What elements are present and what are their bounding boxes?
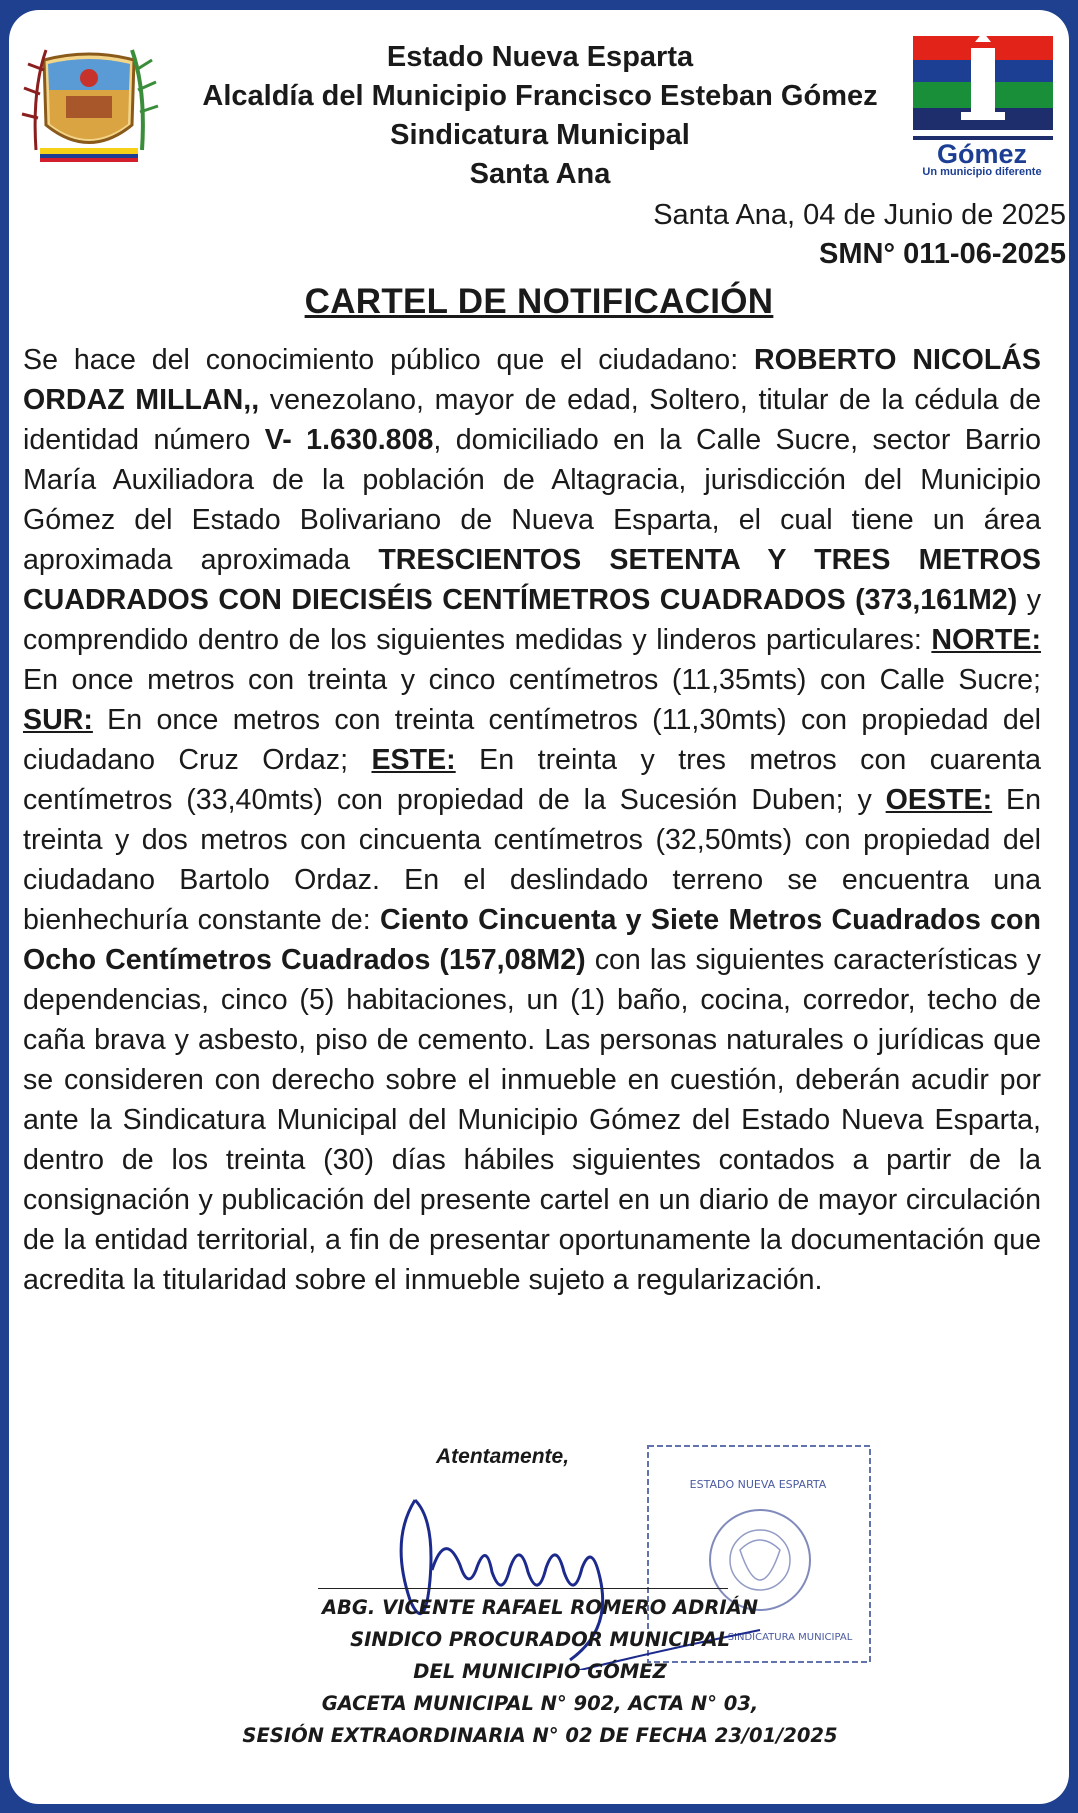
stamp-line-2: SINDICATURA MUNICIPAL bbox=[727, 1632, 853, 1643]
building-area: Ciento Cincuenta y Siete Metros Cuadrados con Ocho Centímetros Cuadrados (157,08M2) bbox=[23, 904, 1041, 976]
body-text-2: venezolano, mayor de edad, Soltero, titular de la cédula de identidad número bbox=[23, 384, 1042, 456]
north-label: NORTE: bbox=[931, 624, 1041, 656]
coat-of-arms-icon bbox=[14, 30, 164, 180]
signature-area bbox=[0, 1400, 1078, 1780]
closing-salutation: Atentamente, bbox=[436, 1445, 570, 1468]
south-boundary: En once metros con treinta centímetros (11,30mts) con propiedad del ciudadano Cruz Ordaz; bbox=[23, 704, 1041, 776]
body-text-3: , domiciliado en la Calle Sucre, sector Barrio María Auxiliadora de la población de Altagracia, jurisdicción del Municipio Gómez del Estado Bolivariano de Nueva Esparta, el cual tiene un área aproximada aproximada bbox=[23, 424, 1042, 576]
reference-number: SMN° 011-06-2025 bbox=[819, 238, 1066, 270]
stamp-line-1: ESTADO NUEVA ESPARTA bbox=[689, 1478, 827, 1491]
citizen-name: ROBERTO NICOLÁS ORDAZ MILLAN,, bbox=[23, 344, 1042, 416]
east-label: ESTE: bbox=[371, 744, 456, 776]
west-boundary: En treinta y dos metros con cincuenta centímetros (32,50mts) con propiedad del ciudadano Bartolo Ordaz. En el deslindado terreno se encuentra una bienhechuría constante de: bbox=[23, 784, 1041, 936]
gomez-logo-tagline: Un municipio diferente bbox=[922, 166, 1042, 178]
signatory-gazette: GACETA MUNICIPAL N° 902, ACTA N° 03, bbox=[321, 1692, 759, 1715]
header-state: Estado Nueva Esparta bbox=[386, 41, 694, 73]
header-office: Sindicatura Municipal bbox=[390, 119, 690, 151]
east-boundary: En treinta y tres metros con cuarenta centímetros (33,40mts) con propiedad de la Sucesión Duben; y bbox=[23, 744, 1041, 816]
signatory-municipality: DEL MUNICIPIO GÓMEZ bbox=[413, 1660, 667, 1683]
signatory-session: SESIÓN EXTRAORDINARIA N° 02 DE FECHA 23/01/2025 bbox=[242, 1724, 838, 1747]
west-label: OESTE: bbox=[885, 784, 993, 816]
header-city: Santa Ana bbox=[469, 158, 611, 190]
body-text-5: con las siguientes características y dependencias, cinco (5) habitaciones, un (1) baño, cocina, corredor, techo de caña brava y asbesto, piso de cemento. Las personas naturales o jurídicas que se consideren con derecho sobre el inmueble en cuestión, deberán acudir por ante la Sindicatura Municipal del Municipio Gómez del Estado Nueva Esparta, dentro de los treinta (30) días hábiles siguientes contados a partir de la consignación y publicación del presente cartel en un diario de mayor circulación de la entidad territorial, a fin de presentar oportunamente la documentación que acredita la titularidad sobre el inmueble sujeto a regularización. bbox=[23, 944, 1041, 1296]
document-header bbox=[150, 38, 930, 194]
body-text-4: y comprendido dentro de los siguientes medidas y linderos particulares: bbox=[23, 584, 1041, 656]
south-label: SUR: bbox=[23, 704, 93, 736]
gomez-logo-name: Gómez bbox=[936, 139, 1028, 169]
header-mayoralty: Alcaldía del Municipio Francisco Esteban Gómez bbox=[202, 80, 878, 112]
signatory-name: ABG. VICENTE RAFAEL ROMERO ADRIÁN bbox=[321, 1596, 759, 1619]
signatory-block bbox=[150, 1592, 930, 1752]
date-line: Santa Ana, 04 de Junio de 2025 bbox=[653, 199, 1066, 231]
signatory-title: SINDICO PROCURADOR MUNICIPAL bbox=[350, 1628, 730, 1651]
body-text-1: Se hace del conocimiento público que el ciudadano: bbox=[23, 344, 755, 376]
id-number: V- 1.630.808 bbox=[264, 424, 434, 456]
page-title: CARTEL DE NOTIFICACIÓN bbox=[304, 282, 774, 321]
notice-body bbox=[23, 340, 1041, 1300]
signature-line bbox=[318, 1588, 728, 1589]
north-boundary: En once metros con treinta y cinco centímetros (11,35mts) con Calle Sucre; bbox=[23, 664, 1041, 696]
land-area: TRESCIENTOS SETENTA Y TRES METROS CUADRADOS CON DIECISÉIS CENTÍMETROS CUADRADOS (373,161M2) bbox=[23, 544, 1042, 616]
